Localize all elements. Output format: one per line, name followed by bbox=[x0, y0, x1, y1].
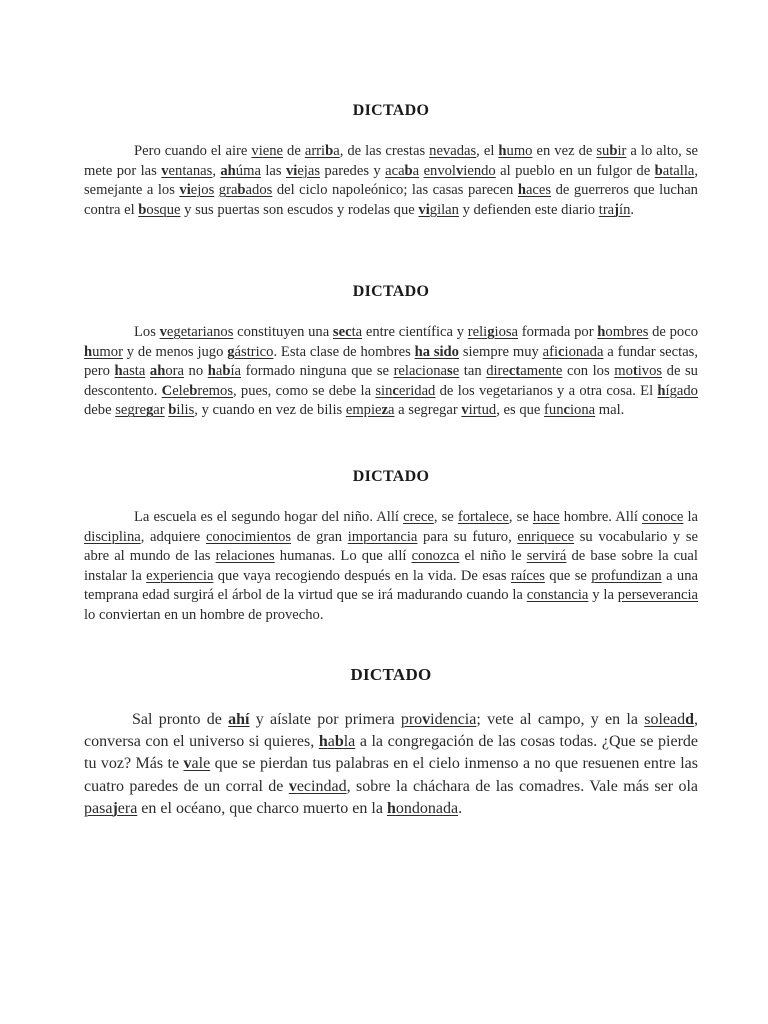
highlighted-spelling: z bbox=[381, 402, 388, 419]
highlighted-spelling: sec bbox=[332, 324, 352, 340]
text-run: siempre muy bbox=[458, 343, 543, 360]
highlighted-spelling: h bbox=[84, 343, 93, 360]
text-run: y defienden este diario bbox=[458, 201, 599, 218]
highlighted-spelling: a bbox=[215, 363, 223, 380]
highlighted-spelling: fortalece bbox=[457, 509, 509, 525]
text-run: no bbox=[183, 363, 208, 380]
text-run: de gran bbox=[291, 528, 348, 545]
dictation-paragraph bbox=[84, 709, 698, 820]
text-run: Pero cuando el aire bbox=[134, 143, 252, 159]
highlighted-spelling: vi bbox=[285, 162, 298, 179]
highlighted-spelling: b bbox=[237, 182, 246, 199]
highlighted-spelling: fun bbox=[544, 402, 564, 419]
section-title: DICTADO bbox=[352, 283, 430, 300]
highlighted-spelling: perseverancia bbox=[617, 587, 699, 604]
text-run: en vez de bbox=[532, 143, 597, 159]
highlighted-spelling: hace bbox=[532, 509, 560, 525]
highlighted-spelling: relaciona bbox=[393, 363, 448, 380]
highlighted-spelling: raíces bbox=[510, 567, 545, 584]
text-run: formado ninguna que se bbox=[241, 363, 394, 380]
text-run: Sal pronto de bbox=[132, 711, 229, 728]
text-run: las bbox=[260, 162, 286, 179]
highlighted-spelling: enriquece bbox=[517, 528, 575, 545]
highlighted-spelling: b bbox=[168, 402, 177, 419]
text-run: a segregar bbox=[394, 402, 462, 419]
text-run: que se pierdan tus palabras en el cielo inmenso a no que resuenen entre las cuatro paredes de un corral de bbox=[84, 755, 699, 795]
highlighted-spelling: pro bbox=[400, 711, 423, 728]
highlighted-spelling: b bbox=[189, 382, 198, 399]
highlighted-spelling: b bbox=[404, 162, 413, 179]
text-run: . bbox=[630, 201, 635, 218]
highlighted-spelling: su bbox=[596, 143, 610, 159]
dictation-paragraph bbox=[84, 323, 698, 421]
highlighted-spelling: eridad bbox=[398, 382, 436, 399]
highlighted-spelling: h bbox=[207, 363, 216, 380]
highlighted-spelling: v bbox=[422, 711, 431, 728]
highlighted-spelling: a bbox=[327, 733, 335, 751]
highlighted-spelling: v bbox=[456, 162, 464, 179]
highlighted-spelling: aca bbox=[385, 162, 405, 179]
highlighted-spelling: ah bbox=[149, 363, 166, 380]
text-run: , y cuando en vez de bilis bbox=[194, 402, 346, 419]
highlighted-spelling: gilan bbox=[429, 201, 459, 218]
text-run: a la congregación de las cosas todas. ¿Que se pierde tu voz? Más te bbox=[84, 733, 699, 773]
text-run: debe bbox=[84, 402, 116, 419]
text-run: . bbox=[458, 799, 463, 817]
highlighted-spelling: b bbox=[609, 143, 618, 159]
highlighted-spelling: ástrico bbox=[234, 343, 274, 360]
highlighted-spelling: egetarianos bbox=[166, 324, 234, 340]
highlighted-spelling: ah bbox=[220, 162, 236, 179]
highlighted-spelling: ondonada bbox=[395, 799, 459, 817]
highlighted-spelling: ha sido bbox=[414, 343, 459, 360]
highlighted-spelling: arri bbox=[304, 143, 326, 159]
text-run: , semejante a los bbox=[84, 162, 699, 199]
highlighted-spelling: idencia bbox=[430, 711, 477, 728]
highlighted-spelling: ta bbox=[351, 324, 363, 340]
dictation-section-2 bbox=[84, 283, 698, 421]
text-run: ; vete al campo, y en la bbox=[476, 711, 645, 728]
highlighted-spelling: amente bbox=[520, 363, 563, 380]
highlighted-spelling: h bbox=[498, 143, 507, 159]
text-run: el niño le bbox=[459, 548, 527, 565]
highlighted-spelling: ejos bbox=[190, 182, 215, 199]
highlighted-spelling: d bbox=[685, 711, 695, 728]
text-run: mal. bbox=[595, 402, 625, 419]
text-run: humanas. Lo que allí bbox=[274, 548, 412, 565]
highlighted-spelling: tra bbox=[598, 201, 615, 218]
text-run: , de las crestas bbox=[339, 143, 430, 159]
text-run: de bbox=[283, 143, 305, 159]
highlighted-spelling: constancia bbox=[526, 587, 589, 604]
highlighted-spelling: j bbox=[614, 201, 620, 218]
highlighted-spelling: envol bbox=[423, 162, 456, 179]
text-run: , bbox=[212, 162, 221, 179]
highlighted-spelling: ahí bbox=[228, 711, 250, 728]
highlighted-spelling: ejas bbox=[297, 162, 321, 179]
highlighted-spelling: ín bbox=[619, 201, 631, 218]
highlighted-spelling: h bbox=[386, 799, 396, 817]
text-run: de poco bbox=[648, 324, 698, 340]
highlighted-spelling: solead bbox=[644, 711, 686, 728]
dictation-paragraph bbox=[84, 142, 698, 220]
highlighted-spelling: iendo bbox=[463, 162, 496, 179]
highlighted-spelling: irtud bbox=[468, 402, 497, 419]
highlighted-spelling: v bbox=[288, 777, 297, 795]
highlighted-spelling: h bbox=[114, 363, 123, 380]
highlighted-spelling: ele bbox=[172, 382, 190, 399]
highlighted-spelling: umo bbox=[506, 143, 533, 159]
highlighted-spelling: dire bbox=[486, 363, 509, 380]
highlighted-spelling: b bbox=[334, 733, 344, 751]
highlighted-spelling: iona bbox=[570, 402, 596, 419]
dictation-section-1 bbox=[84, 102, 698, 220]
highlighted-spelling: reli bbox=[467, 324, 488, 340]
highlighted-spelling: h bbox=[318, 733, 328, 751]
highlighted-spelling: mo bbox=[614, 363, 633, 380]
highlighted-spelling: ora bbox=[165, 363, 184, 380]
highlighted-spelling: conozca bbox=[411, 548, 460, 565]
text-run: y aíslate por primera bbox=[249, 711, 401, 728]
highlighted-spelling: crece bbox=[403, 509, 434, 525]
text-run: , se bbox=[508, 509, 533, 525]
highlighted-spelling: conocimientos bbox=[205, 528, 292, 545]
section-title: DICTADO bbox=[352, 102, 430, 119]
highlighted-spelling: iosa bbox=[494, 324, 519, 340]
highlighted-spelling: ct bbox=[508, 363, 521, 380]
highlighted-spelling: vi bbox=[251, 143, 263, 159]
text-run: Los bbox=[134, 324, 160, 340]
text-run: entre científica y bbox=[362, 324, 468, 340]
text-run: con los bbox=[562, 363, 615, 380]
section-title: DICTADO bbox=[350, 665, 432, 684]
text-run: a una temprana edad surgirá el árbol de la virtud que se irá madurando cuando la bbox=[84, 567, 698, 604]
text-run: en el océano, que charco muerto en la bbox=[137, 799, 387, 817]
text-run: para su futuro, bbox=[417, 528, 518, 545]
text-run: , se bbox=[433, 509, 458, 525]
highlighted-spelling: ionada bbox=[564, 343, 604, 360]
highlighted-spelling: entanas bbox=[168, 162, 213, 179]
text-run: constituyen una bbox=[233, 324, 333, 340]
highlighted-spelling: a bbox=[333, 143, 340, 159]
highlighted-spelling: gra bbox=[218, 182, 238, 199]
highlighted-spelling: importancia bbox=[347, 528, 418, 545]
highlighted-spelling: v bbox=[159, 324, 167, 340]
highlighted-spelling: g bbox=[487, 324, 495, 340]
highlighted-spelling: ía bbox=[230, 363, 242, 380]
text-run: del ciclo napoleónico; las casas parecen bbox=[272, 182, 518, 199]
dictation-section-4 bbox=[84, 665, 698, 820]
text-run: y la bbox=[588, 587, 618, 604]
highlighted-spelling: s bbox=[447, 363, 453, 380]
text-run: paredes y bbox=[320, 162, 386, 179]
text-run: de su descontento. bbox=[84, 363, 698, 399]
text-run: la bbox=[683, 509, 699, 525]
highlighted-spelling: a bbox=[388, 402, 395, 419]
highlighted-spelling: ir bbox=[617, 143, 627, 159]
text-run: . Esta clase de hombres bbox=[273, 343, 415, 360]
highlighted-spelling: ecindad bbox=[296, 777, 347, 795]
highlighted-spelling: ne bbox=[269, 143, 284, 159]
text-run: , el bbox=[476, 143, 499, 159]
highlighted-spelling: e bbox=[262, 143, 270, 159]
highlighted-spelling: t bbox=[632, 363, 638, 380]
highlighted-spelling: atalla bbox=[662, 162, 695, 179]
text-run: que se bbox=[544, 567, 592, 584]
highlighted-spelling: C bbox=[161, 382, 173, 399]
highlighted-spelling: vi bbox=[418, 201, 430, 218]
highlighted-spelling: h bbox=[517, 182, 526, 199]
text-run: a fundar sectas, pero bbox=[84, 343, 698, 380]
highlighted-spelling: servirá bbox=[526, 548, 567, 565]
highlighted-spelling: g bbox=[146, 402, 154, 419]
text-run: su vocabulario y se abre al mundo de las bbox=[84, 528, 698, 565]
text-run: , pues, como se debe la bbox=[233, 382, 376, 399]
highlighted-spelling: nevadas bbox=[429, 143, 477, 159]
highlighted-spelling: úma bbox=[235, 162, 261, 179]
text-run: de base sobre la cual instalar la bbox=[84, 548, 698, 584]
highlighted-spelling: ígado bbox=[665, 382, 698, 399]
text-run: hombre. Allí bbox=[559, 509, 643, 525]
highlighted-spelling: ados bbox=[245, 182, 273, 199]
highlighted-spelling: remos bbox=[197, 382, 233, 399]
text-run: lo conviertan en un hombre de provecho. bbox=[84, 606, 324, 623]
section-title: DICTADO bbox=[352, 468, 430, 485]
text-run: y sus puertas son escudos y rodelas que bbox=[180, 201, 419, 218]
highlighted-spelling: v bbox=[461, 402, 469, 419]
dictation-section-3 bbox=[84, 468, 698, 626]
highlighted-spelling: g bbox=[227, 343, 235, 360]
highlighted-spelling: asta bbox=[122, 363, 146, 380]
highlighted-spelling: profundizan bbox=[591, 567, 662, 584]
highlighted-spelling: c bbox=[558, 343, 565, 360]
highlighted-spelling: h bbox=[597, 324, 606, 340]
text-run: , conversa con el universo si quieres, bbox=[84, 711, 699, 751]
highlighted-spelling: osque bbox=[146, 201, 181, 218]
highlighted-spelling: b bbox=[138, 201, 147, 218]
highlighted-spelling: b bbox=[325, 143, 334, 159]
text-run: formada por bbox=[518, 324, 598, 340]
highlighted-spelling: ivos bbox=[637, 363, 663, 380]
highlighted-spelling: vi bbox=[179, 182, 191, 199]
highlighted-spelling: a bbox=[412, 162, 420, 179]
highlighted-spelling: e bbox=[452, 363, 460, 380]
highlighted-spelling: c bbox=[392, 382, 399, 399]
highlighted-spelling: era bbox=[117, 799, 138, 817]
highlighted-spelling: sin bbox=[375, 382, 393, 399]
highlighted-spelling: ombres bbox=[605, 324, 649, 340]
highlighted-spelling: experiencia bbox=[146, 567, 214, 584]
highlighted-spelling: disciplina bbox=[84, 528, 141, 545]
highlighted-spelling: la bbox=[343, 733, 356, 751]
highlighted-spelling: relaciones bbox=[215, 548, 275, 565]
text-run: a lo alto, se mete por las bbox=[84, 143, 699, 179]
highlighted-spelling: v bbox=[161, 162, 169, 179]
text-run: La escuela es el segundo hogar del niño. Allí bbox=[134, 509, 404, 525]
highlighted-spelling: h bbox=[657, 382, 666, 399]
highlighted-spelling: pasa bbox=[84, 799, 113, 817]
text-run: tan bbox=[459, 363, 487, 380]
highlighted-spelling: afi bbox=[542, 343, 559, 360]
text-run: , sobre la cháchara de las comadres. Vale más ser ola bbox=[346, 777, 698, 795]
text-run: de guerreros que luchan contra el bbox=[84, 182, 698, 218]
highlighted-spelling: empie bbox=[345, 402, 382, 419]
highlighted-spelling: ale bbox=[191, 755, 211, 773]
highlighted-spelling: ilis bbox=[176, 402, 195, 419]
highlighted-spelling: j bbox=[112, 799, 118, 817]
highlighted-spelling: ar bbox=[153, 402, 165, 419]
text-run: , es que bbox=[496, 402, 545, 419]
highlighted-spelling: v bbox=[183, 755, 192, 773]
highlighted-spelling: aces bbox=[525, 182, 552, 199]
text-run: de los vegetarianos y a otra cosa. El bbox=[435, 382, 658, 399]
highlighted-spelling: c bbox=[563, 402, 570, 419]
highlighted-spelling: umor bbox=[92, 343, 123, 360]
text-run: que vaya recogiendo después en la vida. De esas bbox=[213, 567, 511, 584]
text-run: , adquiere bbox=[140, 528, 206, 545]
text-run: al pueblo en un fulgor de bbox=[495, 162, 655, 179]
highlighted-spelling: segre bbox=[115, 402, 146, 419]
text-run: y de menos jugo bbox=[122, 343, 228, 360]
dictation-paragraph bbox=[84, 508, 698, 626]
highlighted-spelling: conoce bbox=[642, 509, 684, 525]
highlighted-spelling: b bbox=[222, 363, 231, 380]
highlighted-spelling: b bbox=[654, 162, 663, 179]
